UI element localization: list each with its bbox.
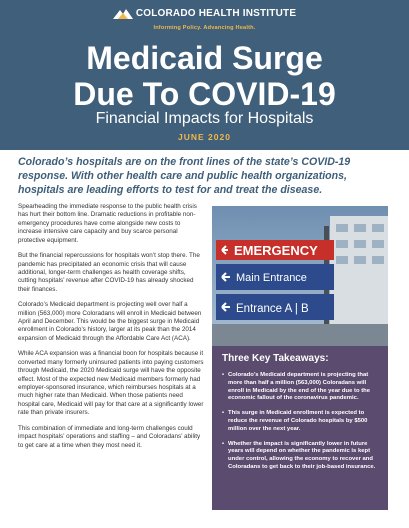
body-paragraph: While ACA expansion was a financial boon for hospitals because it converted many formerly uninsured patients into paying customers through Medicaid, the 2020 Medicaid surge will have the opposite effect. Most of the expected new Medicaid members formerly had employer-sponsored insurance, which reimburses hospitals at a much higher rate than Medicaid. When those patients need hospital care, Medicaid will pay for that care at a significantly lower rate than private insurers. xyxy=(18,350,204,417)
intro-paragraph: Colorado’s hospitals are on the front lines of the state’s COVID-19 response. With other health care and public health organizations, hospitals are leading efforts to test for and treat the disease. xyxy=(18,156,351,197)
takeaway-item: • Whether the impact is significantly lower in future years will depend on whether the pandemic is kept under control, allowing the economy to recover and Coloradans to get back to their job-based insurance. xyxy=(222,441,380,472)
body-paragraph: Colorado’s Medicaid department is projecting well over half a million (563,000) more Coloradans will enroll in Medicaid between April and December. This would be the biggest surge in Medicaid enrollment in Colorado’s history, larger at its peak than the 2014 expansion of Medicaid through the Affordable Care Act (ACA). xyxy=(18,301,202,342)
org-logo xyxy=(0,6,409,31)
header-banner xyxy=(0,0,409,150)
mountain-logo-icon xyxy=(113,8,133,19)
body-paragraph: This combination of immediate and long-term challenges could impact hospitals’ operations and staffing – and Coloradans’ ability to get care at a time when they most need it. xyxy=(18,424,201,449)
title-line-2: Due To COVID-19 xyxy=(73,76,336,112)
entrance-ab-sign xyxy=(216,294,334,320)
body-paragraph: But the financial repercussions for hospitals won’t stop there. The pandemic has precipitated an economic crisis that will cause additional, longer-term challenges as health coverage shifts, cutting hospitals’ revenue after COVID-19 has already shocked their finances. xyxy=(18,252,200,293)
key-takeaways-list xyxy=(222,372,380,472)
takeaway-item: • Colorado’s Medicaid department is projecting that more than half a million (563,000) Coloradans will enroll in Medicaid by the end of the year due to the economic fallout of the coronavirus pandemic. xyxy=(222,372,380,403)
publication-date: JUNE 2020 xyxy=(178,132,231,142)
main-entrance-sign-text: Main Entrance xyxy=(236,272,307,284)
body-paragraph: Spearheading the immediate response to the public health crisis has hurt their bottom line. Dramatic reductions in profitable non-emergency procedures have come alongside new costs to increase intensive care capacity and buy scarce personal protective equipment. xyxy=(18,203,197,244)
hospital-entrance-photo xyxy=(212,206,388,346)
emergency-sign xyxy=(216,240,334,260)
org-name: COLORADO HEALTH INSTITUTE xyxy=(135,8,297,19)
takeaway-item: • This surge in Medicaid enrollment is expected to reduce the revenue of Colorado hospitals by $500 million over the next year. xyxy=(222,410,380,433)
key-takeaways-box xyxy=(212,346,388,510)
body-column xyxy=(18,203,204,457)
title-line-1: Medicaid Surge xyxy=(86,40,323,76)
org-tagline: Informing Policy. Advancing Health. xyxy=(153,25,256,31)
main-entrance-sign xyxy=(216,264,334,290)
key-takeaways-title: Three Key Takeaways: xyxy=(222,353,329,364)
emergency-sign-text: EMERGENCY xyxy=(234,243,318,258)
page-subtitle: Financial Impacts for Hospitals xyxy=(95,110,314,127)
hospital-photo-illustration xyxy=(212,206,388,346)
entrance-ab-sign-text: Entrance A | B xyxy=(236,303,309,315)
page-title xyxy=(0,40,409,112)
